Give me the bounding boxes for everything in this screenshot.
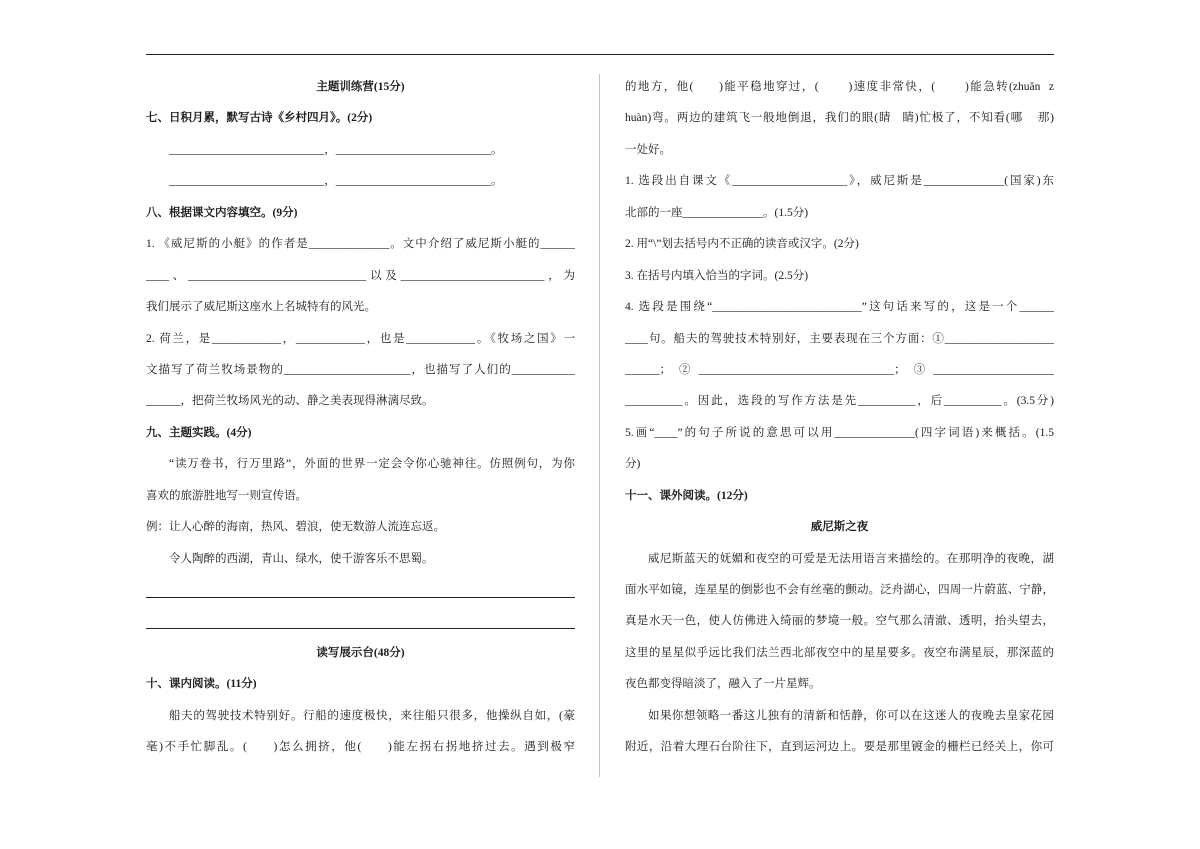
question-9-line: “读万卷书，行万里路”，外面的世界一定会令你心驰神往。仿照例句，为你 xyxy=(169,458,575,471)
question-9-example: 例：让人心醉的海南，热风、碧浪，使无数游人流连忘返。 xyxy=(146,521,445,534)
question-10-line: 3. 在括号内填入恰当的字词。(2.5分) xyxy=(625,269,809,282)
question-8-line: 文描写了荷兰牧场景物的______________________，也描写了人们的___________ xyxy=(146,363,575,376)
question-8-line: 1. 《威尼斯的小艇》的作者是______________。文中介绍了威尼斯小艇的______ xyxy=(146,238,575,251)
passage-line: huàn)弯。两边的建筑飞一般地倒退，我们的眼(睛 睛)忙极了，不知看(哪 那) xyxy=(625,112,1054,125)
question-11-heading: 十一、课外阅读。(12分) xyxy=(625,489,748,502)
passage-line: 威尼斯蓝天的妩媚和夜空的可爱是无法用语言来描绘的。在那明净的夜晚，湖 xyxy=(648,552,1054,565)
question-8-line: 我们展示了威尼斯这座水上名城特有的风光。 xyxy=(146,301,376,314)
answer-line xyxy=(146,597,575,598)
column-divider xyxy=(599,74,600,777)
question-8-line: ____、_______________________________以及_________________________，为 xyxy=(146,269,575,282)
question-7-heading: 七、日积月累，默写古诗《乡村四月》。(2分) xyxy=(146,112,373,125)
passage-line: 毫)不手忙脚乱。( )怎么拥挤，他( )能左拐右拐地挤过去。遇到极窄 xyxy=(146,741,575,754)
question-9-example: 令人陶醉的西湖，青山、绿水，使千游客乐不思蜀。 xyxy=(169,552,434,565)
question-8-line: ______，把荷兰牧场风光的动、静之美表现得淋漓尽致。 xyxy=(146,395,434,408)
right-column xyxy=(625,72,1054,766)
question-10-line: ____句。船夫的驾驶技术特别好，主要表现在三个方面：①___________________ xyxy=(625,332,1054,345)
passage-line: 一处好。 xyxy=(625,143,671,156)
question-10-line: 4. 选段是围绕“__________________________”这句话来写的，这是一个______ xyxy=(625,301,1054,314)
passage-line: 附近，沿着大理石台阶往下，直到运河边上。要是那里镀金的栅栏已经关上，你可 xyxy=(625,741,1054,754)
header-rule xyxy=(146,54,1054,55)
question-10-line: 5.画“____”的句子所说的意思可以用______________(四字词语)来概括。(1.5 xyxy=(625,426,1054,439)
passage-line: 真是水天一色，使人仿佛进入绮丽的梦境一般。空气那么清澈、透明，抬头望去， xyxy=(625,615,1054,628)
question-10-heading: 十、课内阅读。(11分) xyxy=(146,678,257,691)
section-title-reading-writing: 读写展示台(48分) xyxy=(316,646,405,659)
answer-line-row xyxy=(146,606,575,637)
passage-title: 威尼斯之夜 xyxy=(810,521,869,534)
answer-line xyxy=(146,628,575,629)
answer-line-row xyxy=(146,575,575,606)
section-title-theme-training: 主题训练营(15分) xyxy=(316,81,405,93)
question-10-line: __________。因此，选段的写作方法是先__________，后__________。(3.5分) xyxy=(625,395,1054,408)
passage-line: 如果你想领略一番这儿独有的清新和恬静，你可以在这迷人的夜晚去皇家花园 xyxy=(648,709,1054,722)
poem-blank-line: ___________________________，___________________________。 xyxy=(169,175,503,188)
question-8-heading: 八、根据课文内容填空。(9分) xyxy=(146,206,298,219)
question-10-line: ______；②__________________________________；③_____________________ xyxy=(625,363,1054,376)
question-10-line: 分) xyxy=(625,458,641,471)
poem-blank-line: ___________________________，___________________________。 xyxy=(169,143,503,156)
question-8-line: 2. 荷兰，是____________，____________，也是____________。《牧场之国》一 xyxy=(146,332,575,345)
left-column xyxy=(146,72,575,766)
passage-line: 面水平如镜，连星星的倒影也不会有丝毫的颤动。泛舟湖心，四周一片蔚蓝、宁静， xyxy=(625,584,1054,596)
question-10-line: 北部的一座______________。(1.5分) xyxy=(625,206,809,219)
question-10-line: 2. 用“\”划去括号内不正确的读音或汉字。(2分) xyxy=(625,238,859,251)
passage-line: 夜色都变得暗淡了，融入了一片星辉。 xyxy=(625,678,821,691)
question-10-line: 1. 选段出自课文《____________________》，威尼斯是______________(国家)东 xyxy=(625,175,1054,188)
passage-line: 船夫的驾驶技术特别好。行船的速度极快，来往船只很多，他操纵自如，(豪 xyxy=(169,709,575,722)
question-9-line: 喜欢的旅游胜地写一则宣传语。 xyxy=(146,489,307,502)
passage-line: 的地方，他( )能平稳地穿过，( )速度非常快，( )能急转(zhuǎn z xyxy=(625,81,1054,93)
passage-line: 这里的星星似乎远比我们法兰西北部夜空中的星星要多。夜空布满星辰，那深蓝的 xyxy=(625,646,1054,659)
question-9-heading: 九、主题实践。(4分) xyxy=(146,426,252,439)
